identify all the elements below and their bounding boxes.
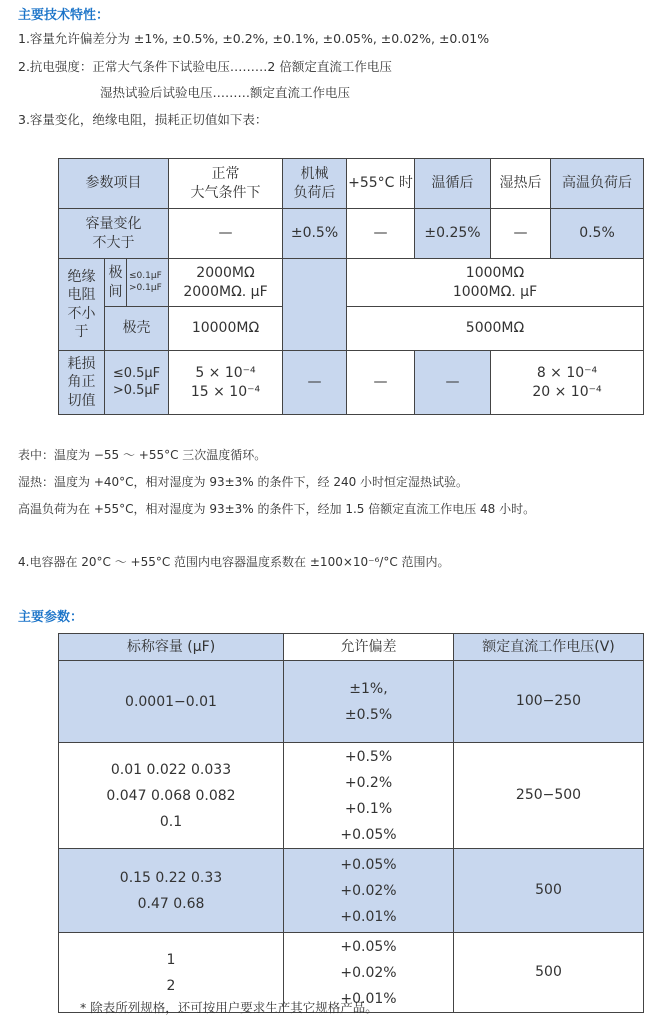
tech-spec-table [58,158,644,415]
th-high-temp: 高温负荷后 [551,159,644,209]
th-mech: 机械 负荷后 [283,159,347,209]
tolerance-value: +0.05% [340,938,397,955]
param-voltage: 500 [454,933,644,1013]
params-heading: 主要参数： [18,610,84,625]
loss-mech: — [283,351,347,415]
note-high-temp: 高温负荷为在 +55°C，相对湿度为 93±3% 的条件下，经加 1.5 倍额定直流工作电压 48 小时。 [18,502,536,516]
tolerance-value: +0.05% [340,856,397,873]
tolerance-value: +0.01% [340,908,397,925]
cap-change-mech: ±0.5% [283,209,347,259]
insulation-label: 绝缘 电阻 不小 于 [59,259,105,351]
th-humid: 湿热后 [491,159,551,209]
loss-other: 8 × 10⁻⁴ 20 × 10⁻⁴ [491,351,644,415]
capacity-value: 0.1 [159,813,183,830]
th-voltage: 额定直流工作电压(V) [454,634,644,661]
loss-label: 耗损 角正 切值 [59,351,105,415]
tech-heading: 主要技术特性： [18,8,110,23]
param-tolerance [284,849,454,933]
pole-normal: 2000MΩ 2000MΩ. μF [169,259,283,307]
cap-change-temp: ±0.25% [415,209,491,259]
shell-label: 极壳 [105,307,169,351]
param-capacity [59,743,284,849]
param-row [59,849,644,933]
capacity-value: 0.01 0.022 0.033 [110,761,232,778]
cap-change-humid: — [491,209,551,259]
capacity-value: 0.047 0.068 0.082 [106,787,236,804]
param-voltage: 100−250 [454,661,644,743]
cap-change-high-temp: 0.5% [551,209,644,259]
loss-conditions: ≤0.5μF >0.5μF [105,351,169,415]
param-capacity [59,661,284,743]
tolerance-value: +0.5% [344,748,393,765]
shell-normal: 10000MΩ [169,307,283,351]
param-voltage: 500 [454,849,644,933]
tech-line-1: 1.容量允许偏差分为 ±1%, ±0.5%, ±0.2%, ±0.1%, ±0.05%, ±0.02%, ±0.01% [18,31,490,46]
tolerance-value: +0.01% [340,990,397,1007]
capacity-value: 0.47 0.68 [137,895,205,912]
param-row [59,743,644,849]
th-param-item: 参数项目 [59,159,169,209]
param-tolerance [284,743,454,849]
param-row [59,661,644,743]
th-tolerance: 允许偏差 [284,634,454,661]
tolerance-value: +0.1% [344,800,393,817]
tolerance-value: +0.02% [340,882,397,899]
tech-line-2: 2.抗电强度：正常大气条件下试验电压………2 倍额定直流工作电压 [18,59,392,74]
note-humid: 湿热：温度为 +40°C，相对湿度为 93±3% 的条件下，经 240 小时恒定湿热试验。 [18,475,469,489]
capacity-value: 0.0001−0.01 [125,693,217,710]
cap-change-normal: — [169,209,283,259]
tech-line-3: 湿热试验后试验电压………额定直流工作电压 [100,85,351,100]
insulation-mech-empty [283,259,347,351]
param-tolerance [284,661,454,743]
pole-conditions: ≤0.1μF >0.1μF [127,259,169,307]
tech-line-4: 3.容量变化，绝缘电阻，损耗正切值如下表： [18,112,268,127]
th-normal: 正常 大气条件下 [169,159,283,209]
note-temp-coefficient: 4.电容器在 20°C ～ +55°C 范围内电容器温度系数在 ±100×10⁻⁶/°C 范围内。 [18,555,450,569]
th-plus55: +55°C 时 [347,159,415,209]
shell-other: 5000MΩ [347,307,644,351]
th-capacity: 标称容量 (μF) [59,634,284,661]
cap-change-label: 容量变化 不大于 [59,209,169,259]
tolerance-value: ±1%, [349,680,388,697]
param-table [58,633,644,1013]
tolerance-value: +0.02% [340,964,397,981]
param-capacity [59,849,284,933]
note-temp-cycle: 表中：温度为 −55 ～ +55°C 三次温度循环。 [18,448,267,462]
pole-other: 1000MΩ 1000MΩ. μF [347,259,644,307]
footnote: * 除表所列规格，还可按用户要求生产其它规格产品。 [80,1000,378,1015]
loss-temp: — [415,351,491,415]
capacity-value: 2 [166,977,176,994]
param-voltage: 250−500 [454,743,644,849]
cap-change-plus55: — [347,209,415,259]
loss-normal: 5 × 10⁻⁴ 15 × 10⁻⁴ [169,351,283,415]
loss-plus55: — [347,351,415,415]
capacity-value: 0.15 0.22 0.33 [119,869,223,886]
tolerance-value: +0.05% [340,826,397,843]
th-temp-cycle: 温循后 [415,159,491,209]
pole-label: 极 间 [105,259,127,307]
tolerance-value: ±0.5% [344,706,393,723]
tolerance-value: +0.2% [344,774,393,791]
capacity-value: 1 [166,951,176,968]
